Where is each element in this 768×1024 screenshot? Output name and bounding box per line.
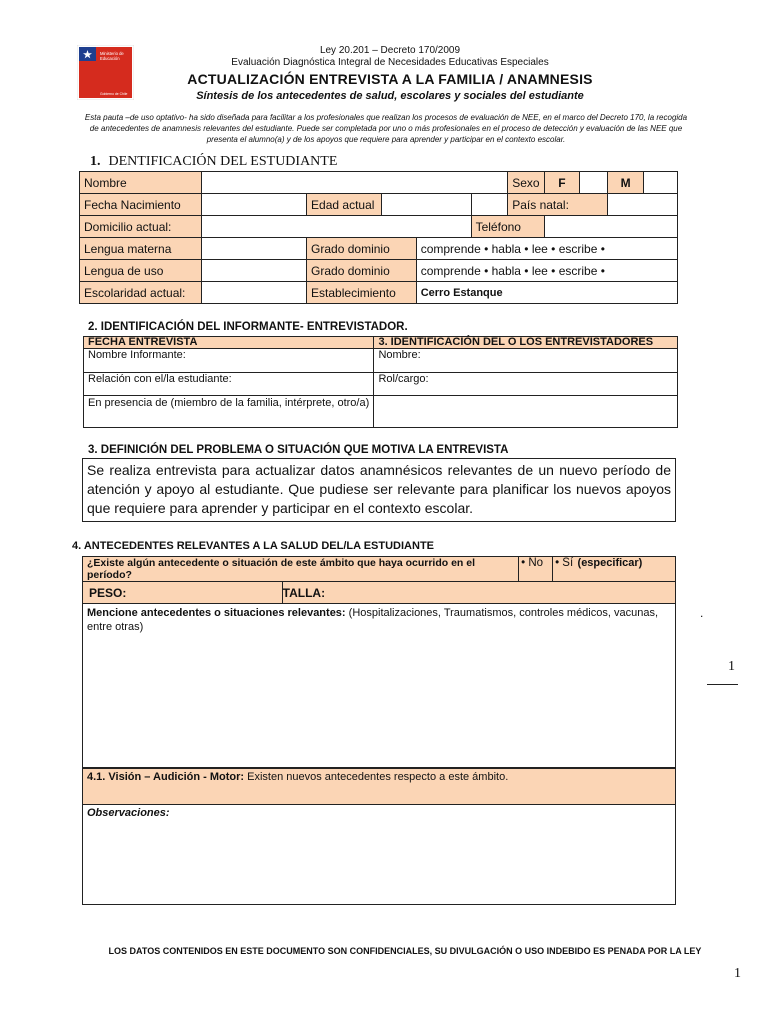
edad-actual-field[interactable] <box>381 194 471 216</box>
label-escolaridad: Escolaridad actual: <box>80 282 202 304</box>
vision-audicion-motor-row[interactable] <box>83 769 676 805</box>
pais-natal-field[interactable] <box>607 194 677 216</box>
label-domicilio: Domicilio actual: <box>80 216 202 238</box>
health-question: ¿Existe algún antecedente o situación de este ámbito que haya ocurrido en el período? <box>83 557 519 582</box>
escolaridad-field[interactable] <box>201 282 306 304</box>
sexo-m-field[interactable] <box>644 172 678 194</box>
sexo-f-option[interactable]: F <box>544 172 580 194</box>
nombre-field[interactable] <box>201 172 507 194</box>
section-1-heading: 1. DENTIFICACIÓN DEL ESTUDIANTE <box>90 154 338 169</box>
health-antecedents-table <box>82 556 676 768</box>
ministry-logo <box>77 45 134 100</box>
dominio-options-2[interactable]: comprende • habla • lee • escribe • <box>416 260 677 282</box>
section-3-heading: 3. DEFINICIÓN DEL PROBLEMA O SITUACIÓN QUE MOTIVA LA ENTREVISTA <box>88 444 509 456</box>
footnote-line <box>707 684 738 685</box>
page-number: 1 <box>734 966 741 981</box>
mencione-label: Mencione antecedentes o situaciones relevantes: <box>87 607 346 619</box>
nombre-entrevistador-field[interactable]: Nombre: <box>374 349 678 373</box>
vision-label: 4.1. Visión – Audición - Motor: <box>87 771 245 783</box>
label-fecha-entrevista: FECHA ENTREVISTA <box>84 337 374 349</box>
presencia-field[interactable]: En presencia de (miembro de la familia, intérprete, otro/a) <box>84 396 374 428</box>
document-subtitle: Síntesis de los antecedentes de salud, escolares y sociales del estudiante <box>196 90 584 102</box>
svg-text:Gobierno de Chile: Gobierno de Chile <box>100 92 128 96</box>
label-telefono: Teléfono <box>471 216 544 238</box>
telefono-field[interactable] <box>544 216 677 238</box>
intro-paragraph: Esta pauta –de uso optativo- ha sido diseñada para facilitar a los profesionales que realizan los procesos de evaluación de NEE, en el marco del Decreto 170, la recogida de antecedentes de anamnesis relevantes del estudiante. Puede ser completada por uno o más profesionales en el proceso de detección y evaluación de las NEE que presenta el alumno(a) y de los apoyos que requiere para aprender y participar en el contexto escolar. <box>84 113 688 144</box>
lengua-uso-field[interactable] <box>201 260 306 282</box>
label-grado-dominio-2: Grado dominio <box>307 260 417 282</box>
label-fecha-nacimiento: Fecha Nacimiento <box>80 194 202 216</box>
footnote-number: 1 <box>728 659 735 674</box>
label-grado-dominio-1: Grado dominio <box>307 238 417 260</box>
rol-cargo-field[interactable]: Rol/cargo: <box>374 373 678 396</box>
domicilio-field[interactable] <box>201 216 471 238</box>
label-especificar: (especificar) <box>578 557 676 582</box>
observaciones-field[interactable] <box>83 805 676 905</box>
margin-dot: . <box>700 606 704 620</box>
problem-definition-text[interactable]: Se realiza entrevista para actualizar datos anamnésicos relevantes de un nuevo período de atención y apoyo al estudiante. Que pudiese ser relevante para planificar los nuevos apoyos que requiere para aprender y participar en el contexto escolar. <box>82 458 676 522</box>
blank-cell <box>471 194 508 216</box>
label-lengua-materna: Lengua materna <box>80 238 202 260</box>
student-identification-table <box>79 171 678 304</box>
sexo-f-field[interactable] <box>580 172 608 194</box>
svg-text:Ministerio de: Ministerio de <box>100 51 124 56</box>
label-nombre: Nombre <box>80 172 202 194</box>
label-entrevistadores: 3. IDENTIFICACIÓN DEL O LOS ENTREVISTADORES <box>374 337 678 349</box>
peso-field[interactable]: PESO: <box>83 582 283 604</box>
label-pais-natal: País natal: <box>508 194 608 216</box>
sexo-m-option[interactable]: M <box>607 172 644 194</box>
label-establecimiento: Establecimiento <box>307 282 417 304</box>
vision-audicion-table <box>82 768 676 905</box>
relacion-field[interactable]: Relación con el/la estudiante: <box>84 373 374 396</box>
presencia-right-field[interactable] <box>374 396 678 428</box>
fecha-nacimiento-field[interactable] <box>201 194 306 216</box>
observaciones-label: Observaciones: <box>87 807 170 819</box>
confidentiality-footer: LOS DATOS CONTENIDOS EN ESTE DOCUMENTO SON CONFIDENCIALES, SU DIVULGACIÓN O USO INDEBIDO ES PENADA POR LA LEY <box>108 946 702 956</box>
lengua-materna-field[interactable] <box>201 238 306 260</box>
option-si[interactable]: • Sí <box>553 557 578 582</box>
label-edad-actual: Edad actual <box>307 194 382 216</box>
vision-text: Existen nuevos antecedentes respecto a este ámbito. <box>247 771 509 783</box>
section-2-heading: 2. IDENTIFICACIÓN DEL INFORMANTE- ENTREVISTADOR. <box>88 321 408 333</box>
nombre-informante-field[interactable]: Nombre Informante: <box>84 349 374 373</box>
informant-table <box>83 336 678 428</box>
svg-text:Educación: Educación <box>100 56 120 61</box>
talla-field[interactable]: TALLA: <box>282 582 675 604</box>
evaluation-title: Evaluación Diagnóstica Integral de Necesidades Educativas Especiales <box>231 57 549 68</box>
mencione-hint: (Hospitalizaciones, Traumatismos, controles médicos, vacunas, entre otras) <box>87 607 659 633</box>
document-title: ACTUALIZACIÓN ENTREVISTA A LA FAMILIA / ANAMNESIS <box>187 71 593 87</box>
label-lengua-uso: Lengua de uso <box>80 260 202 282</box>
law-reference: Ley 20.201 – Decreto 170/2009 <box>319 45 461 56</box>
label-sexo: Sexo <box>508 172 544 194</box>
section-4-heading: 4. ANTECEDENTES RELEVANTES A LA SALUD DEL/LA ESTUDIANTE <box>72 540 435 552</box>
antecedentes-textarea[interactable] <box>83 604 676 768</box>
establecimiento-value[interactable]: Cerro Estanque <box>416 282 677 304</box>
dominio-options-1[interactable]: comprende • habla • lee • escribe • <box>416 238 677 260</box>
option-no[interactable]: • No <box>519 557 553 582</box>
